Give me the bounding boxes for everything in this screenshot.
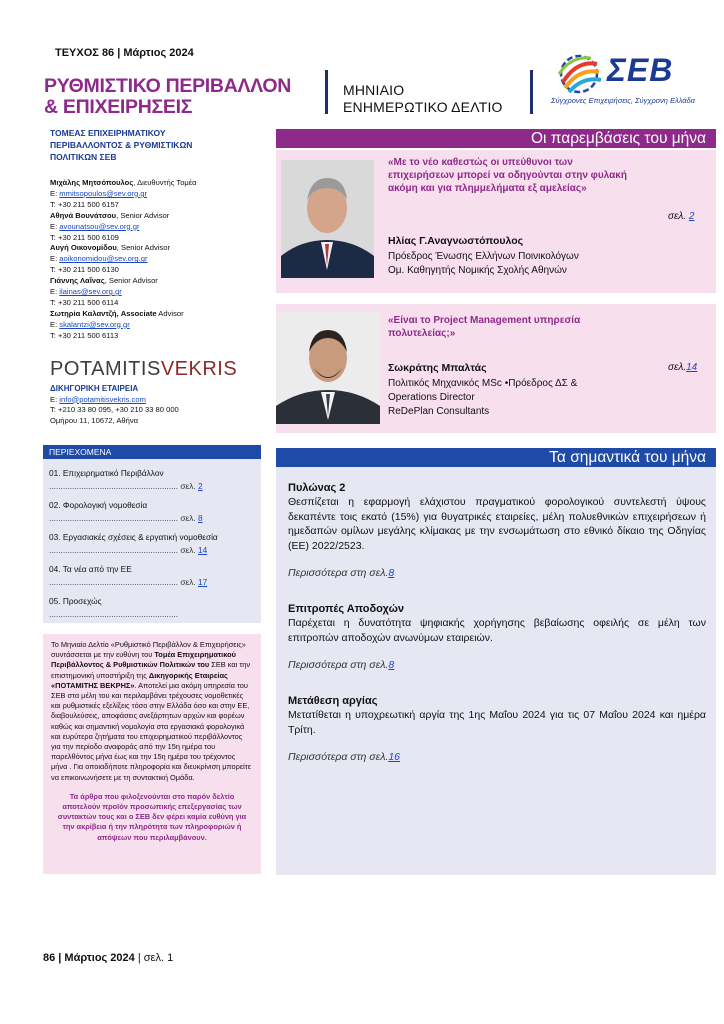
toc-leader: ........................................................ σελ.: [49, 513, 198, 523]
highlight-body: Θεσπίζεται η εφαρμογή ελάχιστου πραγματικού φορολογικού συντελεστή ύψους δεκαπέντε τοις εκατό (15%) για θυγατρικές εταιρείες, μέλη πολυεθνικών επιχειρήσεων ή ημεδαπών ομίλων μεγάλης κλίμακας με την ενσωμάτωση στο εθνικό δίκαιο της Οδηγίας (ΕΕ) 2022/2523.: [288, 496, 706, 552]
sev-tagline: Σύγχρονες Επιχειρήσεις, Σύγχρονη Ελλάδα: [551, 96, 695, 105]
contact-name: Αυγή Οικονομίδου: [50, 243, 117, 253]
sev-emblem-icon: [553, 52, 605, 96]
department-line: ΠΟΛΙΤΙΚΩΝ ΣΕΒ: [50, 152, 117, 162]
read-more-link[interactable]: 8: [388, 659, 395, 671]
highlight-title: Επιτροπές Αποδοχών: [288, 603, 404, 615]
email-label: E:: [50, 287, 60, 297]
person-photo: [281, 160, 374, 278]
contact-item: [50, 211, 275, 244]
contact-phone: T: +30 211 500 6113: [50, 330, 119, 340]
disclaimer: Τα άρθρα που φιλοξενούνται στο παρόν δελτίο αποτελούν προϊόν προσωπικής επεξεργασίας των συντακτών τους και ο ΣΕΒ δεν φέρει καμία ευθύνη για την ακρίβεια ή την πληρότητα των πληροφοριών ή απόψεων που περιλαμβάνουν.: [57, 791, 247, 842]
see-page-label: σελ.: [668, 362, 687, 373]
footer-issue: 86 | Μάρτιος 2024: [43, 952, 135, 964]
toc-item-title: 03. Εργασιακές σχέσεις & εργατική νομοθεσία: [49, 532, 218, 542]
department-line: ΤΟΜΕΑΣ ΕΠΙΧΕΙΡΗΜΑΤΙΚΟΥ: [50, 128, 166, 138]
highlight-item: [288, 603, 706, 671]
about-box: [43, 634, 261, 874]
bulletin-title-line2: & ΕΠΙΧΕΙΡΗΣΕΙΣ: [44, 96, 193, 118]
contact-name: Μιχάλης Μητσόπουλος: [50, 178, 134, 187]
contact-role: , Senior Advisor: [104, 276, 158, 286]
quote-text: «Είναι το Project Management υπηρεσία πολυτελείας;»: [388, 315, 581, 339]
potamitis-vekris-logo: [50, 358, 237, 381]
highlight-body: Μετατίθεται η υποχρεωτική αργία της 1ης Μαΐου 2024 για τις 07 Μαΐου 2024 και ημέρα Τρίτη.: [288, 709, 706, 736]
toc-item-title: 01. Επιχειρηματικό Περιβάλλον: [49, 468, 164, 478]
bulletin-title: [44, 76, 314, 118]
contact-role: , Senior Advisor: [116, 243, 170, 253]
department-line: ΠΕΡΙΒΑΛΛΟΝΤΟΣ & ΡΥΘΜΙΣΤΙΚΩΝ: [50, 140, 193, 150]
law-firm-type: ΔΙΚΗΓΟΡΙΚΗ ΕΤΑΙΡΕΙΑ: [50, 384, 139, 393]
table-of-contents: [43, 459, 261, 623]
contact-role: , Senior Advisor: [116, 210, 170, 220]
bulletin-subtitle: [343, 82, 503, 116]
toc-item-title: 02. Φορολογική νομοθεσία: [49, 500, 148, 510]
highlights-box: [276, 467, 716, 875]
highlight-body: Παρέχεται η δυνατότητα ψηφιακής χορήγησης βεβαίωσης οφειλής σε μέλη των επιτροπών αποδοχών ανωνύμων εταιρειών.: [288, 617, 706, 644]
contact-item: [50, 309, 275, 342]
about-span: . Αποτελεί μια ακόμη υπηρεσία του ΣΕΒ στα μέλη του και περιλαμβάνει τρέχουσες νομοθετικές και ρυθμιστικές εξελίξεις τόσο στην Ελλάδα όσο και στην ΕΕ, διαβουλεύσεις, αποφάσεις ανεξάρτητων αρχών και φορέων καθώς και σημαντική νομολογία στα εργασιακά φορολογικά και ευρύτερα ζητήματα του επιχειρηματικού περιβάλλοντος για την περίοδο αναφοράς από την 15η ημέρα του παρελθόντος μήνα έως και την 15η ημέρα του τρέχοντος μήνα . Για οποιαδήποτε πληροφορία και διευκρίνιση μπορείτε να επικοινωνήσετε με τη συντακτική Ομάδα.: [51, 680, 252, 782]
read-more-label: Περισσότερα στη σελ.: [288, 567, 389, 579]
person-title: ReDePlan Consultants: [388, 406, 490, 417]
contact-phone: T: +30 211 500 6157: [50, 199, 119, 209]
contact-email-link[interactable]: ilainas@sev.org.gr: [59, 287, 122, 297]
see-page-label: σελ.: [668, 211, 689, 222]
contact-item: [50, 178, 275, 211]
toc-item[interactable]: [49, 467, 255, 499]
toc-item-title: 04. Τα νέα από την ΕΕ: [49, 564, 132, 574]
sev-logo-text: ΣΕΒ: [607, 52, 674, 88]
toc-leader: ........................................................: [49, 609, 179, 619]
portrait-icon: [281, 160, 374, 278]
divider: [325, 70, 328, 114]
bulletin-subtitle-line1: ΜΗΝΙΑΙΟ: [343, 82, 405, 98]
contact-name: Γιάννης Λαΐνας: [50, 276, 105, 286]
about-span: Τομέα Επιχειρηματικού Περιβάλλοντος & Ρυθμιστικών Πολιτικών του: [51, 650, 236, 670]
see-page-link[interactable]: 2: [688, 211, 695, 222]
logo-part: VEKRIS: [160, 358, 238, 380]
toc-item[interactable]: [49, 531, 255, 563]
read-more-label: Περισσότερα στη σελ.: [288, 659, 389, 671]
person-title: Πολιτικός Μηχανικός MSc •Πρόεδρος ΔΣ &: [388, 378, 578, 389]
issue-label: ΤΕΥΧΟΣ 86 | Μάρτιος 2024: [55, 47, 194, 59]
highlights-heading: Τα σημαντικά του μήνα: [276, 448, 716, 467]
department-name: [50, 127, 265, 163]
contact-email-link[interactable]: skalantzi@sev.org.gr: [59, 319, 130, 329]
toc-page-link[interactable]: 8: [197, 513, 203, 523]
contacts-list: [50, 178, 275, 342]
contact-name: Αθηνά Βουνάτσου: [50, 210, 117, 220]
contact-email-link[interactable]: avounatsou@sev.org.gr: [59, 221, 140, 231]
toc-item-title: 05. Προσεχώς: [49, 596, 102, 606]
quote-text: «Με το νέο καθεστώς οι υπεύθυνοι των επιχειρήσεων μπορεί να οδηγούνται στην φυλακή ακόμη και για πλημμελήματα εξ αμελείας»: [388, 157, 627, 194]
person-title: Operations Director: [388, 392, 475, 403]
contact-phone: T: +30 211 500 6114: [50, 297, 119, 307]
read-more-label: Περισσότερα στη σελ.: [288, 751, 389, 763]
read-more-link[interactable]: 16: [388, 751, 401, 763]
divider: [530, 70, 533, 114]
contact-email-link[interactable]: aoikonomidou@sev.org.gr: [59, 254, 148, 264]
law-firm-email-link[interactable]: info@potamitisvekris.com: [59, 394, 146, 404]
contact-phone: T: +30 211 500 6109: [50, 232, 119, 242]
toc-leader: ........................................................ σελ.: [49, 577, 198, 587]
footer-page-number: | σελ. 1: [137, 952, 174, 964]
email-label: E:: [50, 394, 60, 404]
read-more[interactable]: [288, 659, 706, 671]
person-photo: [276, 312, 380, 424]
person-title: Ομ. Καθηγητής Νομικής Σχολής Αθηνών: [388, 265, 567, 276]
person-name: Ηλίας Γ.Αναγνωστόπουλος: [388, 235, 524, 247]
highlight-title: Μετάθεση αργίας: [288, 695, 378, 707]
toc-heading: ΠΕΡΙΕΧΟΜΕΝΑ: [43, 445, 261, 459]
toc-leader: ........................................................ σελ.: [49, 481, 198, 491]
contact-phone: T: +30 211 500 6130: [50, 265, 119, 275]
toc-item[interactable]: [49, 595, 255, 627]
read-more[interactable]: [288, 751, 706, 763]
page-footer: [43, 952, 173, 964]
toc-item[interactable]: [49, 563, 255, 595]
contact-role: , Διευθυντής Τομέα: [133, 178, 197, 187]
about-span: Το Μηνιαίο Δελτίο «Ρυθμιστικό Περιβάλλον & Επιχειρήσεις» συντάσσεται με την ευθύνη του: [51, 640, 246, 660]
intervention-card[interactable]: [276, 150, 716, 293]
toc-leader: ........................................................ σελ.: [49, 545, 198, 555]
sev-logo: [551, 52, 701, 110]
highlight-item: [288, 695, 706, 763]
read-more[interactable]: [288, 567, 706, 579]
contact-item: [50, 243, 275, 276]
email-label: E:: [50, 319, 60, 329]
contact-email-link[interactable]: mmitsopoulos@sev.org.gr: [59, 188, 148, 198]
contact-name: Σωτηρία Καλαντζή, Associate: [50, 308, 157, 318]
bulletin-title-line1: ΡΥΘΜΙΣΤΙΚΟ ΠΕΡΙΒΑΛΛΟΝ: [44, 75, 292, 97]
toc-page-link[interactable]: 14: [197, 545, 208, 555]
toc-page-link[interactable]: 2: [197, 481, 203, 491]
email-label: E:: [50, 221, 60, 231]
see-page[interactable]: [668, 211, 694, 222]
person-title: Πρόεδρος Ένωσης Ελλήνων Ποινικολόγων: [388, 251, 579, 262]
highlight-title: Πυλώνας 2: [288, 482, 346, 494]
email-label: E:: [50, 188, 60, 198]
contact-role: Advisor: [156, 308, 184, 318]
toc-page-link[interactable]: 17: [197, 577, 208, 587]
interventions-heading: Οι παρεμβάσεις του μήνα: [276, 129, 716, 148]
toc-item[interactable]: [49, 499, 255, 531]
logo-part: POTAMITIS: [50, 358, 161, 380]
see-page-link[interactable]: 14: [686, 362, 698, 373]
intervention-card[interactable]: [276, 304, 716, 433]
read-more-link[interactable]: 8: [388, 567, 395, 579]
about-span: ΣΕΒ και την επιστημονική υποστήριξη της: [51, 660, 251, 680]
contact-item: [50, 276, 275, 309]
law-firm-info: [50, 384, 275, 426]
about-span: Δικηγορικής Εταιρείας «ΠΟΤΑΜΙΤΗΣ ΒΕΚΡΗΣ»: [51, 670, 228, 690]
portrait-icon: [276, 312, 380, 424]
highlight-item: [288, 482, 706, 579]
about-text: [51, 640, 253, 783]
law-firm-phones: T: +210 33 80 095, +30 210 33 80 000: [50, 405, 179, 414]
law-firm-address: Ομήρου 11, 10672, Αθήνα: [50, 415, 139, 425]
bulletin-subtitle-line2: ΕΝΗΜΕΡΩΤΙΚΟ ΔΕΛΤΙΟ: [343, 99, 503, 115]
see-page[interactable]: [668, 362, 697, 373]
person-name: Σωκράτης Μπαλτάς: [388, 362, 487, 374]
email-label: E:: [50, 254, 60, 264]
